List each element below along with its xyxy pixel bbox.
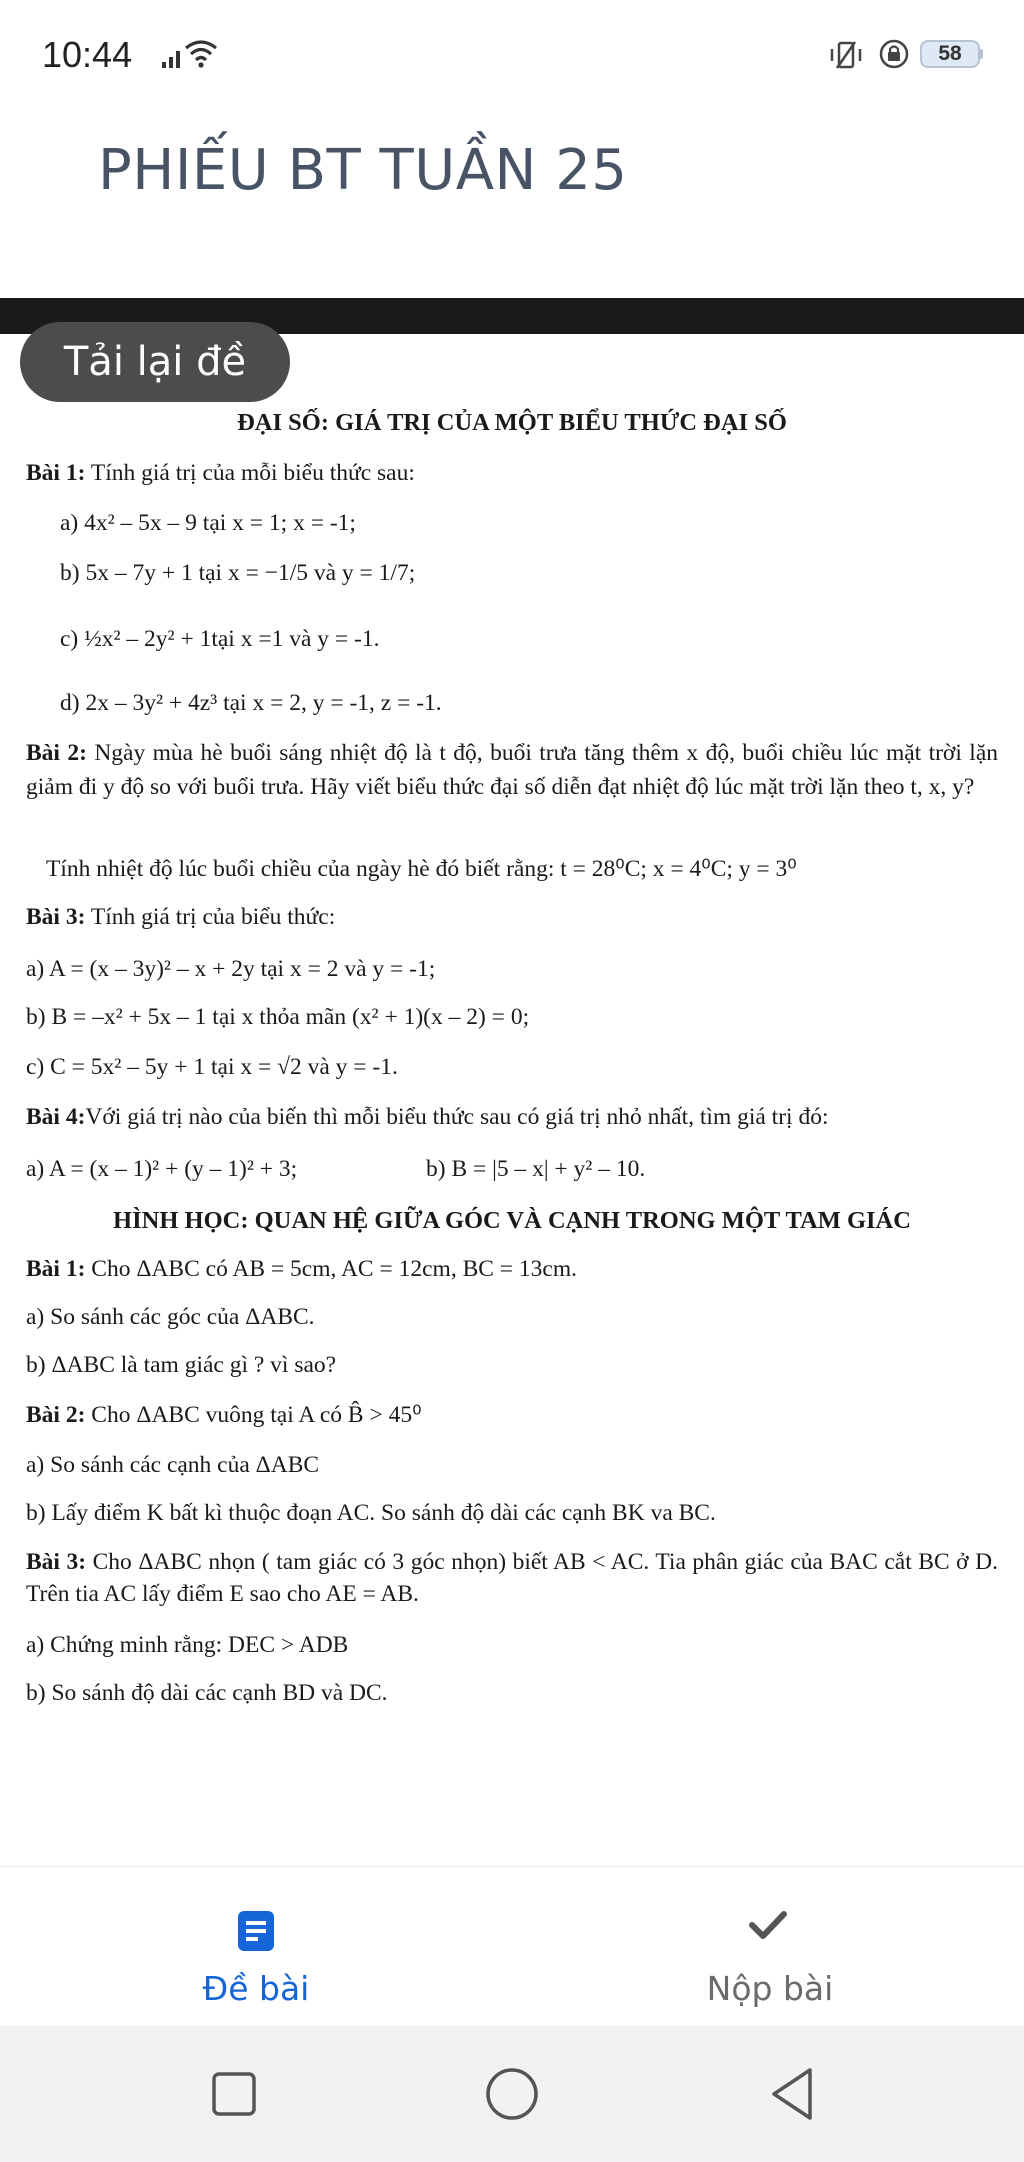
geometry-exercise-2-a: a) So sánh các cạnh của ΔABC [26,1452,320,1478]
system-nav-bar [0,2026,1024,2162]
exercise-1-b: b) 5x – 7y + 1 tại x = −1/5 và y = 1/7; [60,560,416,586]
tab-nop-bai[interactable] [620,1867,920,2027]
exercise-text: Cho ΔABC nhọn ( tam giác có 3 góc nhọn) biết AB < AC. Tia phân giác của BAC cắt BC ở D. Trên tia AC lấy điểm E sao cho AE = AB. [26,1549,998,1607]
exercise-4 [26,1102,828,1132]
recent-apps-icon[interactable] [204,2064,264,2124]
exercise-label: Bài 3: [26,904,86,930]
exercise-3-a: a) A = (x – 3y)² – x + 2y tại x = 2 và y = -1; [26,956,436,982]
exercise-1-a: a) 4x² – 5x – 9 tại x = 1; x = -1; [60,510,356,536]
exercise-label: Bài 3: [26,1549,87,1575]
exercise-text: Tính giá trị của mỗi biểu thức sau: [85,460,415,486]
exercise-label: Bài 2: [26,740,87,766]
exercise-1-d: d) 2x – 3y² + 4z³ tại x = 2, y = -1, z = -1. [60,690,442,716]
page-title: PHIẾU BT TUẦN 25 [98,138,628,203]
tab-de-bai[interactable] [106,1867,406,2027]
exercise-label: Bài 2: [26,1402,86,1428]
exercise-3 [26,902,335,932]
status-bar [0,0,1024,110]
geometry-heading: HÌNH HỌC: QUAN HỆ GIỮA GÓC VÀ CẠNH TRONG MỘT TAM GIÁC [113,1207,911,1234]
geometry-exercise-2-b: b) Lấy điểm K bất kì thuộc đoạn AC. So sánh độ dài các cạnh BK va BC. [26,1500,716,1526]
exercise-text: Với giá trị nào của biến thì mỗi biểu thức sau có giá trị nhỏ nhất, tìm giá trị đó: [85,1104,829,1130]
geometry-exercise-1-b: b) ΔABC là tam giác gì ? vì sao? [26,1352,337,1378]
exercise-3-b: b) B = –x² + 5x – 1 tại x thỏa mãn (x² + 1)(x – 2) = 0; [26,1004,530,1030]
home-icon[interactable] [482,2064,542,2124]
geometry-exercise-1 [26,1254,577,1284]
battery-indicator: 58 [920,40,980,68]
battery-tip [978,49,983,59]
reload-exam-button[interactable]: Tải lại đề [20,322,290,402]
exercise-3-c: c) C = 5x² – 5y + 1 tại x = √2 và y = -1. [26,1054,398,1080]
document-icon [236,1909,276,1953]
geometry-exercise-3-a: a) Chứng minh rằng: DEC > ADB [26,1632,349,1658]
geometry-exercise-1-a: a) So sánh các góc của ΔABC. [26,1304,315,1330]
tab-nop-bai-label: Nộp bài [706,1969,834,2008]
exercise-2 [26,736,998,804]
exercise-label: Bài 1: [26,460,86,486]
back-icon[interactable] [762,2064,822,2124]
tab-de-bai-label: Đề bài [202,1969,310,2008]
checkmark-icon [748,1903,788,1947]
exercise-2-question: Tính nhiệt độ lúc buổi chiều của ngày hè đó biết rằng: t = 28⁰C; x = 4⁰C; y = 3⁰ [46,856,797,882]
exercise-label: Bài 4: [26,1104,86,1130]
alarm-icon [878,38,910,70]
bottom-nav [0,1866,1024,2026]
exercise-1-c: c) ½x² – 2y² + 1tại x =1 và y = -1. [60,626,380,652]
geometry-exercise-2 [26,1400,422,1430]
exercise-text: Tính giá trị của biểu thức: [85,904,336,930]
wifi-icon [184,38,218,68]
exercise-text: Ngày mùa hè buổi sáng nhiệt độ là t độ, buổi trưa tăng thêm x độ, buổi chiều lúc mặt trời lặn giảm đi y độ so với buổi trưa. Hãy viết biểu thức đại số diễn đạt nhiệt độ lúc mặt trời lặn theo t, x, y? [26,740,998,800]
exercise-text: Cho ΔABC vuông tại A có B̂ > 45⁰ [85,1402,422,1428]
vibrate-icon [826,40,866,70]
geometry-exercise-3 [26,1546,998,1610]
exercise-label: Bài 1: [26,1256,86,1282]
algebra-heading: ĐẠI SỐ: GIÁ TRỊ CỦA MỘT BIỂU THỨC ĐẠI SỐ [237,409,787,436]
exercise-text: Cho ΔABC có AB = 5cm, AC = 12cm, BC = 13cm. [85,1256,578,1282]
status-time: 10:44 [42,34,133,75]
exercise-1 [26,458,415,488]
exercise-4-b: b) B = |5 – x| + y² – 10. [426,1156,646,1182]
exercise-4-a: a) A = (x – 1)² + (y – 1)² + 3; [26,1156,298,1182]
geometry-exercise-3-b: b) So sánh độ dài các cạnh BD và DC. [26,1680,388,1706]
